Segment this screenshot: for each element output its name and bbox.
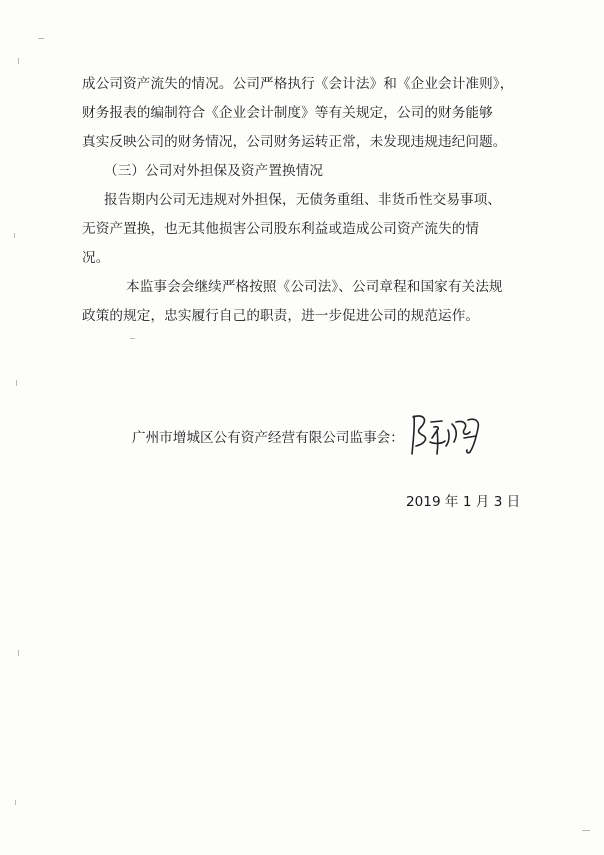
scan-speck	[38, 38, 44, 39]
handwritten-signature	[404, 408, 488, 460]
text-line: 真实反映公司的财务情况，公司财务运转正常，未发现违规违纪问题。	[82, 134, 507, 150]
document-date: 2019 年 1 月 3 日	[406, 494, 521, 510]
signatory-label: 广州市增城区公有资产经营有限公司监事会：	[132, 430, 404, 446]
scan-speck	[16, 380, 17, 386]
paragraph-closing	[82, 273, 534, 331]
paragraph-financial-status	[82, 70, 534, 157]
scan-speck	[18, 58, 19, 64]
scan-speck	[14, 233, 15, 238]
text-line: 无资产置换，也无其他损害公司股东利益或造成公司资产流失的情	[82, 221, 480, 237]
text-line: 报告期内公司无违规对外担保，无债务重组、非货币性交易事项、	[104, 192, 502, 208]
paragraph-guarantees	[82, 186, 534, 273]
text-line: 财务报表的编制符合《企业会计制度》等有关规定，公司的财务能够	[82, 105, 493, 121]
text-line: 成公司资产流失的情况。公司严格执行《会计法》和《企业会计准则》，	[82, 76, 514, 92]
section-heading: （三）公司对外担保及资产置换情况	[104, 163, 324, 179]
scan-speck	[130, 338, 135, 339]
scan-speck	[582, 830, 590, 831]
text-line: 政策的规定，忠实履行自己的职责，进一步促进公司的规范运作。	[82, 308, 480, 324]
text-line: 况。	[82, 250, 110, 266]
text-line: 本监事会会继续严格按照《公司法》、公司章程和国家有关法规	[126, 279, 503, 295]
section-heading-guarantees	[82, 157, 556, 186]
scan-speck	[18, 650, 19, 656]
scan-speck	[15, 800, 16, 805]
